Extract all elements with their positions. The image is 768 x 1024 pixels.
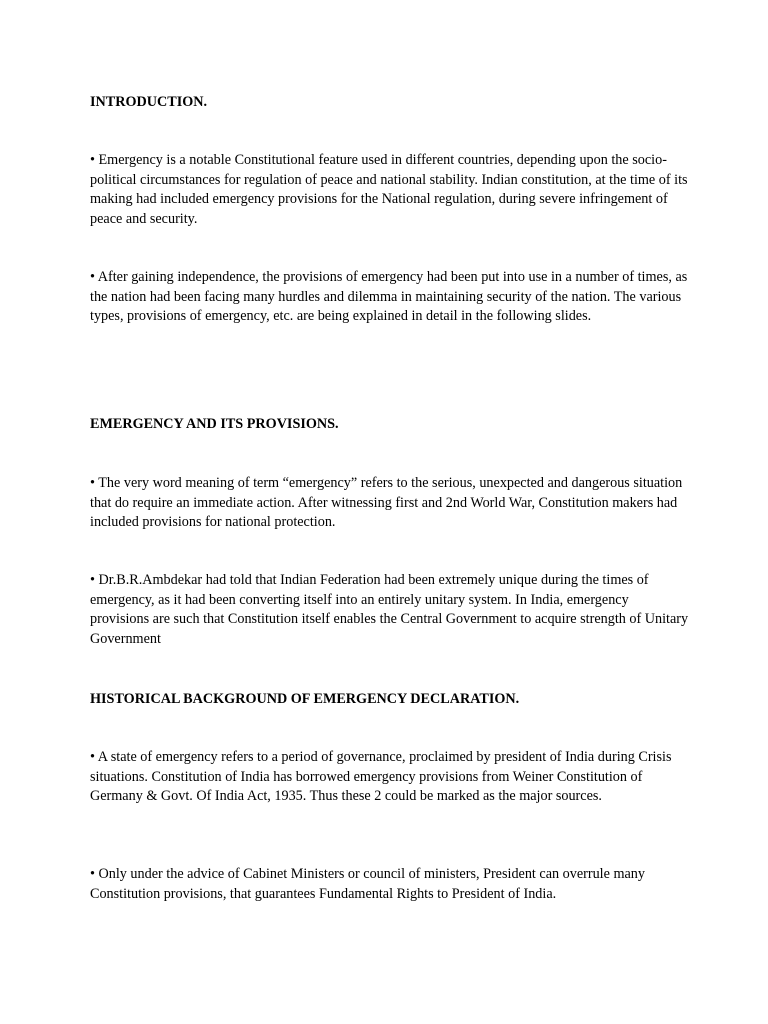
paragraph-provisions-2: • Dr.B.R.Ambdekar had told that Indian Federation had been extremely unique during the times of emergency, as it had been converting itself into an entirely unitary system. In India, emergency provisions are such that Constitution itself enables the Central Government to acquire strength of Unitary Government: [90, 572, 689, 647]
section-heading-introduction: INTRODUCTION.: [90, 94, 208, 110]
paragraph-historical-2: • Only under the advice of Cabinet Ministers or council of ministers, President can overrule many Constitution provisions, that guarantees Fundamental Rights to President of India.: [90, 866, 645, 902]
paragraph-intro-2: • After gaining independence, the provisions of emergency had been put into use in a number of times, as the nation had been facing many hurdles and dilemma in maintaining security of the nation. The various types, provisions of emergency, etc. are being explained in detail in the following slides.: [90, 269, 688, 324]
paragraph-provisions-1: • The very word meaning of term “emergency” refers to the serious, unexpected and dangerous situation that do require an immediate action. After witnessing first and 2nd World War, Constitution makers had included provisions for national protection.: [90, 475, 683, 530]
paragraph-historical-1: • A state of emergency refers to a period of governance, proclaimed by president of India during Crisis situations. Constitution of India has borrowed emergency provisions from Weiner Constitution of Germany & Govt. Of India Act, 1935. Thus these 2 could be marked as the major sources.: [90, 749, 672, 804]
section-heading-historical: HISTORICAL BACKGROUND OF EMERGENCY DECLARATION.: [90, 691, 520, 707]
paragraph-intro-1: • Emergency is a notable Constitutional feature used in different countries, depending upon the socio-political circumstances for regulation of peace and national stability. Indian constitution, at the time of its making had included emergency provisions for the National regulation, during severe infringement of peace and security.: [90, 152, 688, 227]
section-heading-provisions: EMERGENCY AND ITS PROVISIONS.: [90, 416, 339, 432]
